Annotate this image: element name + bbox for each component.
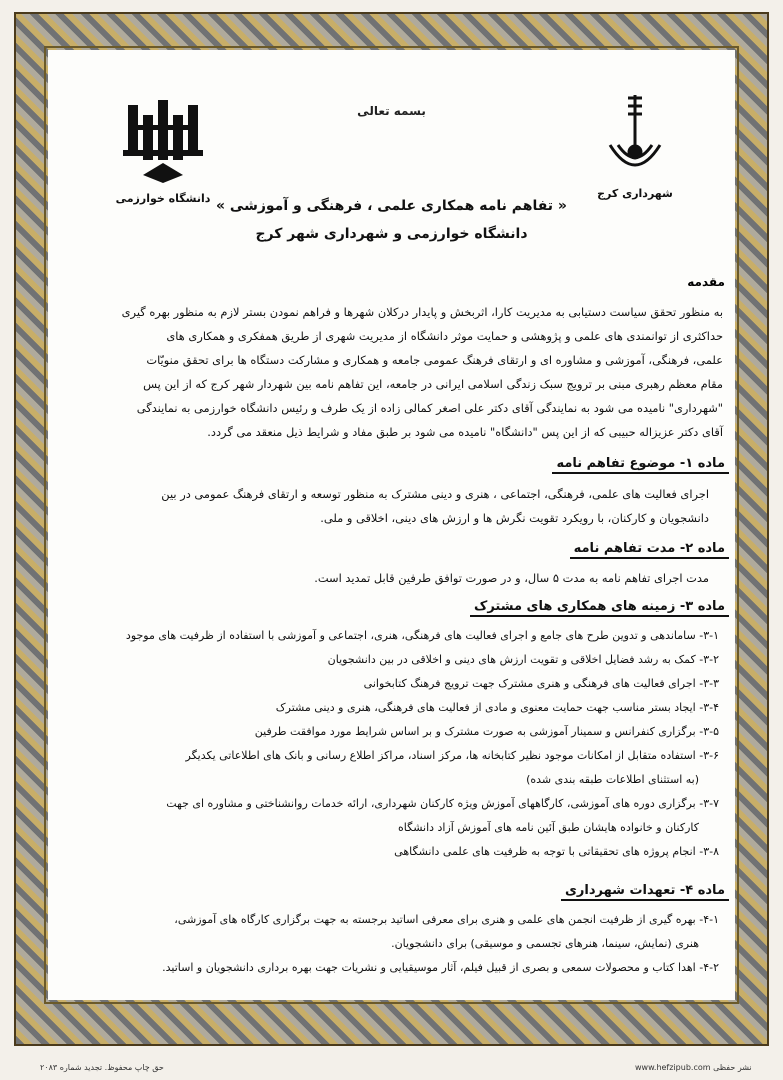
section-3-heading: ماده ۳- زمینه های همکاری های مشترک (470, 598, 729, 617)
section-line: ۴-۱- بهره گیری از ظرفیت انجمن های علمی و هنری برای معرفی اساتید برجسته به جهت برگزاری کارگاه های آموزشی، (174, 913, 719, 926)
section-line: ۳-۱- ساماندهی و تدوین طرح های جامع و اجرای فعالیت های فرهنگی، هنری، اجتماعی و آموزشی با استفاده از ظرفیت های موجود (125, 629, 719, 642)
document-body (48, 50, 735, 1000)
basmala: بسمه تعالی (357, 104, 426, 118)
kharazmi-logo-caption: دانشگاه خوارزمی (115, 192, 211, 205)
section-4-body (70, 908, 719, 980)
intro-line: علمی، فرهنگی، آموزشی و مشاوره ای و ارتقای فرهنگ عمومی جامعه و همکاری و مشارکت دستگاه ها برای تحقق منویّات (146, 353, 723, 367)
section-3-body (70, 624, 719, 864)
section-4-heading: ماده ۴- تعهدات شهرداری (561, 882, 729, 901)
section-line: (به استثنای اطلاعات طبقه بندی شده) (526, 773, 699, 786)
section-line: مدت اجرای تفاهم نامه به مدت ۵ سال، و در صورت توافق طرفین قابل تمدید است. (314, 571, 709, 585)
section-line: ۳-۳- اجرای فعالیت های فرهنگی و هنری مشترک جهت ترویج فرهنگ کتابخوانی (363, 677, 719, 690)
section-line: دانشجویان و کارکنان، با رویکرد تقویت نگرش ها و ارزش های دینی، اخلاقی و ملی. (320, 511, 709, 525)
section-2-heading: ماده ۲- مدت تفاهم نامه (570, 540, 729, 559)
section-line: ۳-۸- انجام پروژه های تحقیقاتی با توجه به ظرفیت های علمی دانشگاهی (394, 845, 719, 858)
section-line: کارکنان و خانواده هایشان طبق آئین نامه های آموزش آزاد دانشگاه (398, 821, 699, 834)
intro-line: حداکثری از توانمندی های علمی و پژوهشی و حمایت موثر دانشگاه از مدیریت شهری از طریق همفکری و همکاری های (166, 329, 723, 343)
section-1-body (70, 482, 709, 530)
section-line: هنری (نمایش، سینما، هنرهای تجسمی و موسیقی) برای دانشجویان. (391, 937, 699, 950)
document-title: « تفاهم نامه همکاری علمی ، فرهنگی و آموزشی » (216, 198, 567, 214)
section-line: ۳-۵- برگزاری کنفرانس و سمینار آموزشی به صورت مشترک و بر اساس شرایط مورد موافقت طرفین (254, 725, 719, 738)
intro-heading: مقدمه (687, 275, 725, 289)
karaj-logo-caption: شهرداری کرج (597, 187, 673, 200)
intro-paragraph (70, 300, 723, 444)
section-line: ۳-۴- ایجاد بستر مناسب جهت حمایت معنوی و مادی از فعالیت های فرهنگی، هنری و دینی مشترک (275, 701, 719, 714)
document-subtitle: دانشگاه خوارزمی و شهرداری شهر کرج (255, 226, 528, 242)
footer-copyright: حق چاپ محفوظ. تجدید شماره ۲۰۸۳ (40, 1063, 164, 1072)
intro-line: "شهرداری" نامیده می شود به نمایندگی آقای دکتر علی اصغر کمالی زاده از یک طرف و رئیس دانشگاه خوارزمی به نمایندگی (136, 401, 723, 415)
intro-line: به منظور تحقق سیاست دستیابی به مدیریت کارا، اثربخش و پایدار درکلان شهرها و فراهم نمودن بستر لازم به منظور بهره گیری (121, 305, 723, 319)
section-2-body (70, 566, 709, 590)
section-line: اجرای فعالیت های علمی، فرهنگی، اجتماعی ، هنری و دینی مشترک به منظور توسعه و ارتقای فرهنگ عمومی در بین (161, 487, 709, 501)
intro-line: آقای دکتر عزیزاله حبیبی که از این پس "دانشگاه" نامیده می شود بر طبق مفاد و شرایط ذیل منعقد می گردد. (207, 425, 723, 439)
section-line: ۳-۶- استفاده متقابل از امکانات موجود نظیر کتابخانه ها، مرکز اسناد، مراکز اطلاع رسانی و بانک های اطلاعاتی یکدیگر (185, 749, 719, 762)
section-1-heading: ماده ۱- موضوع تفاهم نامه (552, 455, 729, 474)
section-line: ۳-۲- کمک به رشد فضایل اخلاقی و تقویت ارزش های دینی و اخلاقی در بین دانشجویان (327, 653, 719, 666)
footer-publisher: www.hefzipub.com نشر حفظی (635, 1063, 752, 1072)
section-line: ۴-۲- اهدا کتاب و محصولات سمعی و بصری از قبیل فیلم، آثار موسیقیایی و نشریات جهت بهره برداری دانشجویان و اساتید. (162, 961, 719, 974)
section-line: ۳-۷- برگزاری دوره های آموزشی، کارگاههای آموزش ویژه کارکنان شهرداری، ارائه خدمات روانشناختی و مشاوره ای جهت (166, 797, 719, 810)
intro-line: مقام معظم رهبری مبنی بر ترویج سبک زندگی اسلامی ایرانی در جامعه، این تفاهم نامه بین شهردار شهر کرج که از این پس (143, 377, 723, 391)
